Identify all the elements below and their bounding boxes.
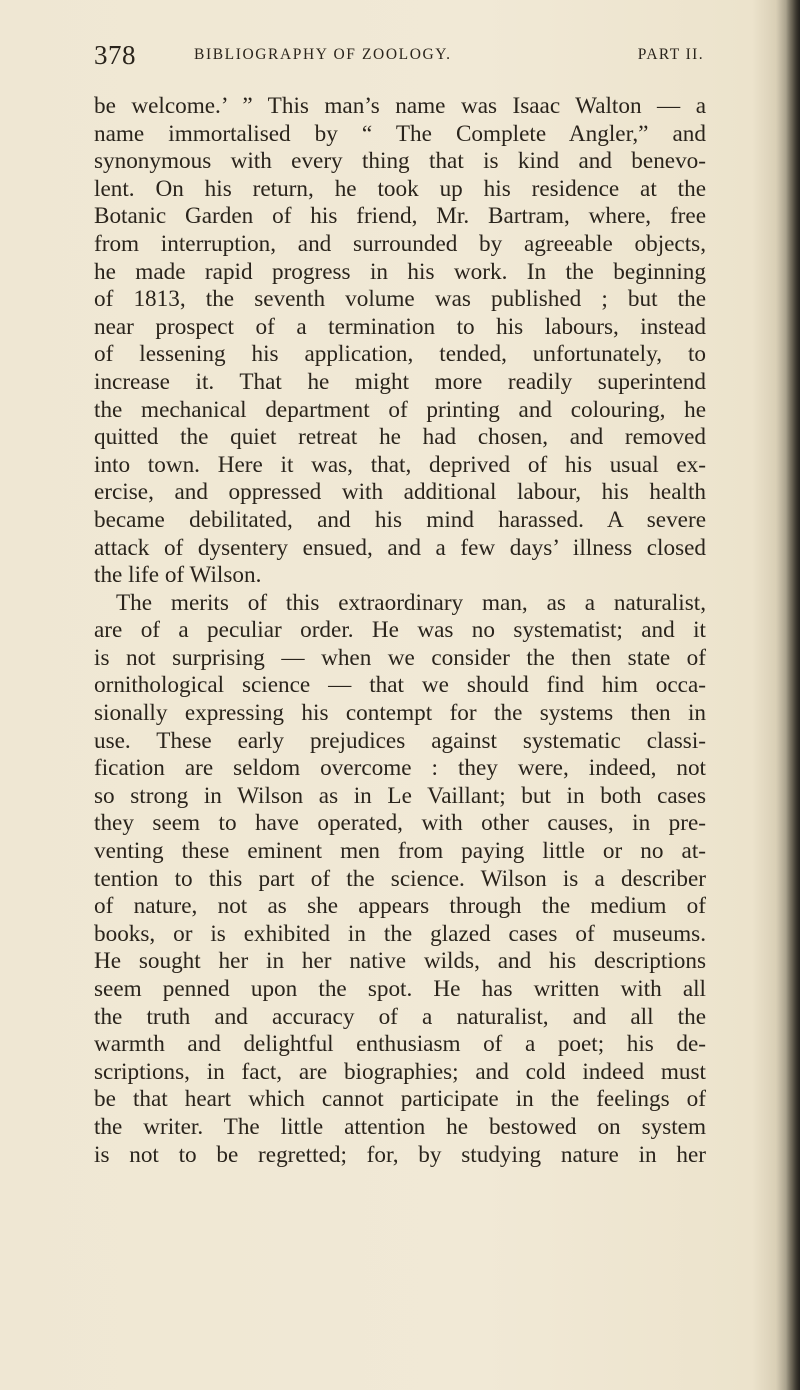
text-line: the writer. The little attention he bestowed on system xyxy=(94,1113,706,1140)
text-line: lent. On his return, he took up his residence at the xyxy=(94,175,706,202)
text-line: is not surprising — when we consider the then state of xyxy=(94,644,706,671)
text-line: he made rapid progress in his work. In the beginning xyxy=(94,258,706,285)
text-line: of 1813, the seventh volume was published ; but the xyxy=(94,286,706,313)
text-line: ercise, and oppressed with additional labour, his health xyxy=(94,479,706,506)
text-line: books, or is exhibited in the glazed cases of museums. xyxy=(94,920,706,947)
text-line: be that heart which cannot participate in the feelings of xyxy=(94,1086,706,1113)
text-line: He sought her in her native wilds, and his descriptions xyxy=(94,948,706,975)
text-line: attack of dysentery ensued, and a few days’ illness closed xyxy=(94,534,706,561)
text-line: venting these eminent men from paying little or no at- xyxy=(94,838,706,865)
text-line: the mechanical department of printing and colouring, he xyxy=(94,396,706,423)
text-line: synonymous with every thing that is kind and benevo- xyxy=(94,148,706,175)
text-line: so strong in Wilson as in Le Vaillant; but in both cases xyxy=(94,782,706,809)
text-line: seem penned upon the spot. He has written with all xyxy=(94,976,706,1002)
text-line: use. These early prejudices against systematic classi- xyxy=(94,727,706,754)
paragraph-first-line: The merits of this extraordinary man, as a naturalist, xyxy=(116,589,706,616)
text-line: fication are seldom overcome : they were, indeed, not xyxy=(94,755,706,782)
text-line: be welcome.’ ” This man’s name was Isaac Walton — a xyxy=(94,93,706,119)
text-line: increase it. That he might more readily superintend xyxy=(94,368,706,395)
text-line: became debilitated, and his mind harassed. A severe xyxy=(94,506,706,533)
text-line: Botanic Garden of his friend, Mr. Bartram, where, free xyxy=(94,203,706,230)
text-line: from interruption, and surrounded by agreeable objects, xyxy=(94,230,706,257)
page-binding-shadow xyxy=(786,0,800,1390)
text-line: of lessening his application, tended, unfortunately, to xyxy=(94,341,706,368)
text-line: the truth and accuracy of a naturalist, and all the xyxy=(94,1003,706,1030)
text-line: ornithological science — that we should find him occa- xyxy=(94,672,706,699)
text-line: scriptions, in fact, are biographies; and cold indeed must xyxy=(94,1058,706,1085)
text-line: into town. Here it was, that, deprived of his usual ex- xyxy=(94,451,706,478)
body-text xyxy=(94,93,706,1169)
text-line: is not to be regretted; for, by studying nature in her xyxy=(94,1141,706,1168)
running-title: BIBLIOGRAPHY OF ZOOLOGY. xyxy=(194,46,452,63)
paragraph-last-line: the life of Wilson. xyxy=(94,562,262,589)
text-line: they seem to have operated, with other causes, in pre- xyxy=(94,810,706,837)
text-line: of nature, not as she appears through the medium of xyxy=(94,893,706,920)
part-label: PART II. xyxy=(637,46,704,63)
text-line: are of a peculiar order. He was no systematist; and it xyxy=(94,617,706,644)
page-header xyxy=(94,40,704,76)
text-line: name immortalised by “ The Complete Angler,” and xyxy=(94,120,706,147)
text-line: tention to this part of the science. Wilson is a describer xyxy=(94,865,706,892)
text-line: sionally expressing his contempt for the systems then in xyxy=(94,700,706,727)
text-line: near prospect of a termination to his labours, instead xyxy=(94,313,706,340)
text-line: warmth and delightful enthusiasm of a poet; his de- xyxy=(94,1031,706,1058)
text-line: quitted the quiet retreat he had chosen, and removed xyxy=(94,424,706,451)
page-number: 378 xyxy=(94,40,136,70)
